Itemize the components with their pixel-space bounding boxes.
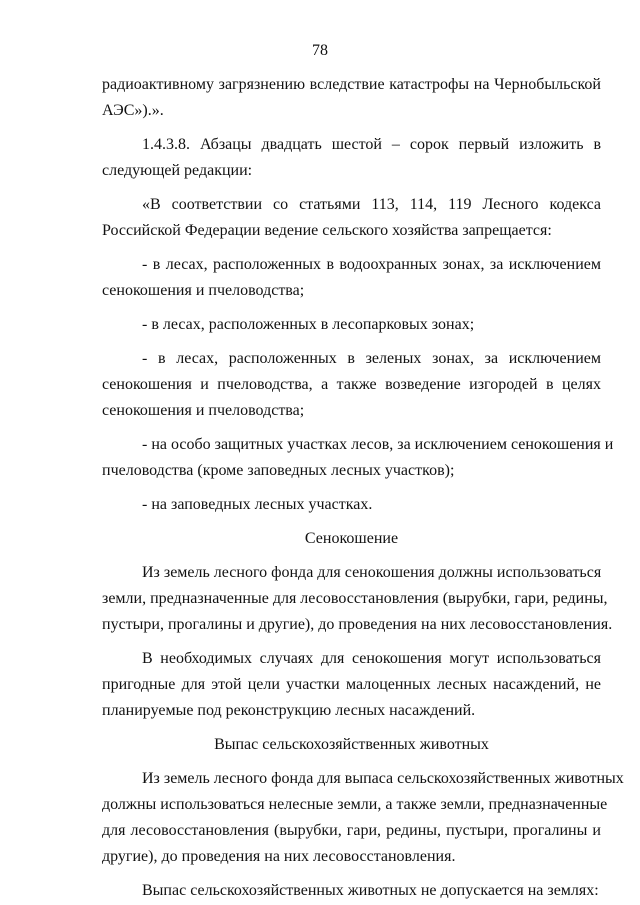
text-line: сенокошения и пчеловодства; (102, 402, 305, 419)
text-line: - на заповедных лесных участках. (142, 496, 373, 513)
paragraph-gap (102, 724, 601, 732)
text-line: сенокошения и пчеловодства, а также возведение изгородей в целях (102, 376, 601, 393)
paragraph-gap (102, 552, 601, 560)
section-heading: Сенокошение (304, 530, 399, 547)
text-line: Из земель лесного фонда для сенокошения должны использоваться (142, 564, 602, 581)
text-line: другие), до проведения на них лесовосстановления. (102, 848, 456, 865)
text-line: должны использоваться нелесные земли, а также земли, предназначенные (102, 796, 608, 813)
text-line: В необходимых случаях для сенокошения могут использоваться (142, 650, 601, 667)
paragraph-gap (102, 870, 601, 878)
text-line: 1.4.3.8. Абзацы двадцать шестой – сорок первый изложить в (142, 136, 601, 153)
text-line: Российской Федерации ведение сельского хозяйства запрещается: (102, 222, 552, 239)
paragraph-gap (102, 518, 601, 526)
paragraph-gap (102, 244, 601, 252)
text-line: АЭС»).». (102, 102, 164, 119)
text-line: планируемые под реконструкцию лесных насаждений. (102, 702, 476, 719)
paragraph-gap (102, 184, 601, 192)
text-line: Из земель лесного фонда для выпаса сельскохозяйственных животных (142, 770, 624, 787)
text-line: земли, предназначенные для лесовосстановления (вырубки, гари, редины, (102, 590, 608, 607)
paragraph-gap (102, 424, 601, 432)
paragraph-gap (102, 758, 601, 766)
text-line: для лесовосстановления (вырубки, гари, редины, пустыри, прогалины и (102, 822, 601, 839)
text-line: пригодные для этой цели участки малоценных лесных насаждений, не (102, 676, 601, 693)
text-line: радиоактивному загрязнению вследствие катастрофы на Чернобыльской (102, 76, 601, 93)
text-line: пустыри, прогалины и другие), до проведения на них лесовосстановления. (102, 616, 613, 633)
text-line: следующей редакции: (102, 162, 253, 179)
paragraph-gap (102, 338, 601, 346)
page-body (102, 72, 624, 904)
text-line: «В соответствии со статьями 113, 114, 119 Лесного кодекса (142, 196, 601, 213)
paragraph-gap (102, 484, 601, 492)
page-number: 78 (312, 42, 328, 59)
text-line: - на особо защитных участках лесов, за исключением сенокошения и (142, 436, 614, 453)
paragraph-gap (102, 304, 601, 312)
text-line: - в лесах, расположенных в водоохранных зонах, за исключением (142, 256, 601, 273)
paragraph-gap (102, 124, 601, 132)
section-heading: Выпас сельскохозяйственных животных (214, 736, 489, 753)
text-line: сенокошения и пчеловодства; (102, 282, 305, 299)
paragraph-gap (102, 638, 601, 646)
text-line: пчеловодства (кроме заповедных лесных участков); (102, 462, 455, 479)
text-line: - в лесах, расположенных в лесопарковых зонах; (142, 316, 475, 333)
text-line: - в лесах, расположенных в зеленых зонах, за исключением (142, 350, 601, 367)
text-line: Выпас сельскохозяйственных животных не допускается на землях: (142, 882, 599, 899)
